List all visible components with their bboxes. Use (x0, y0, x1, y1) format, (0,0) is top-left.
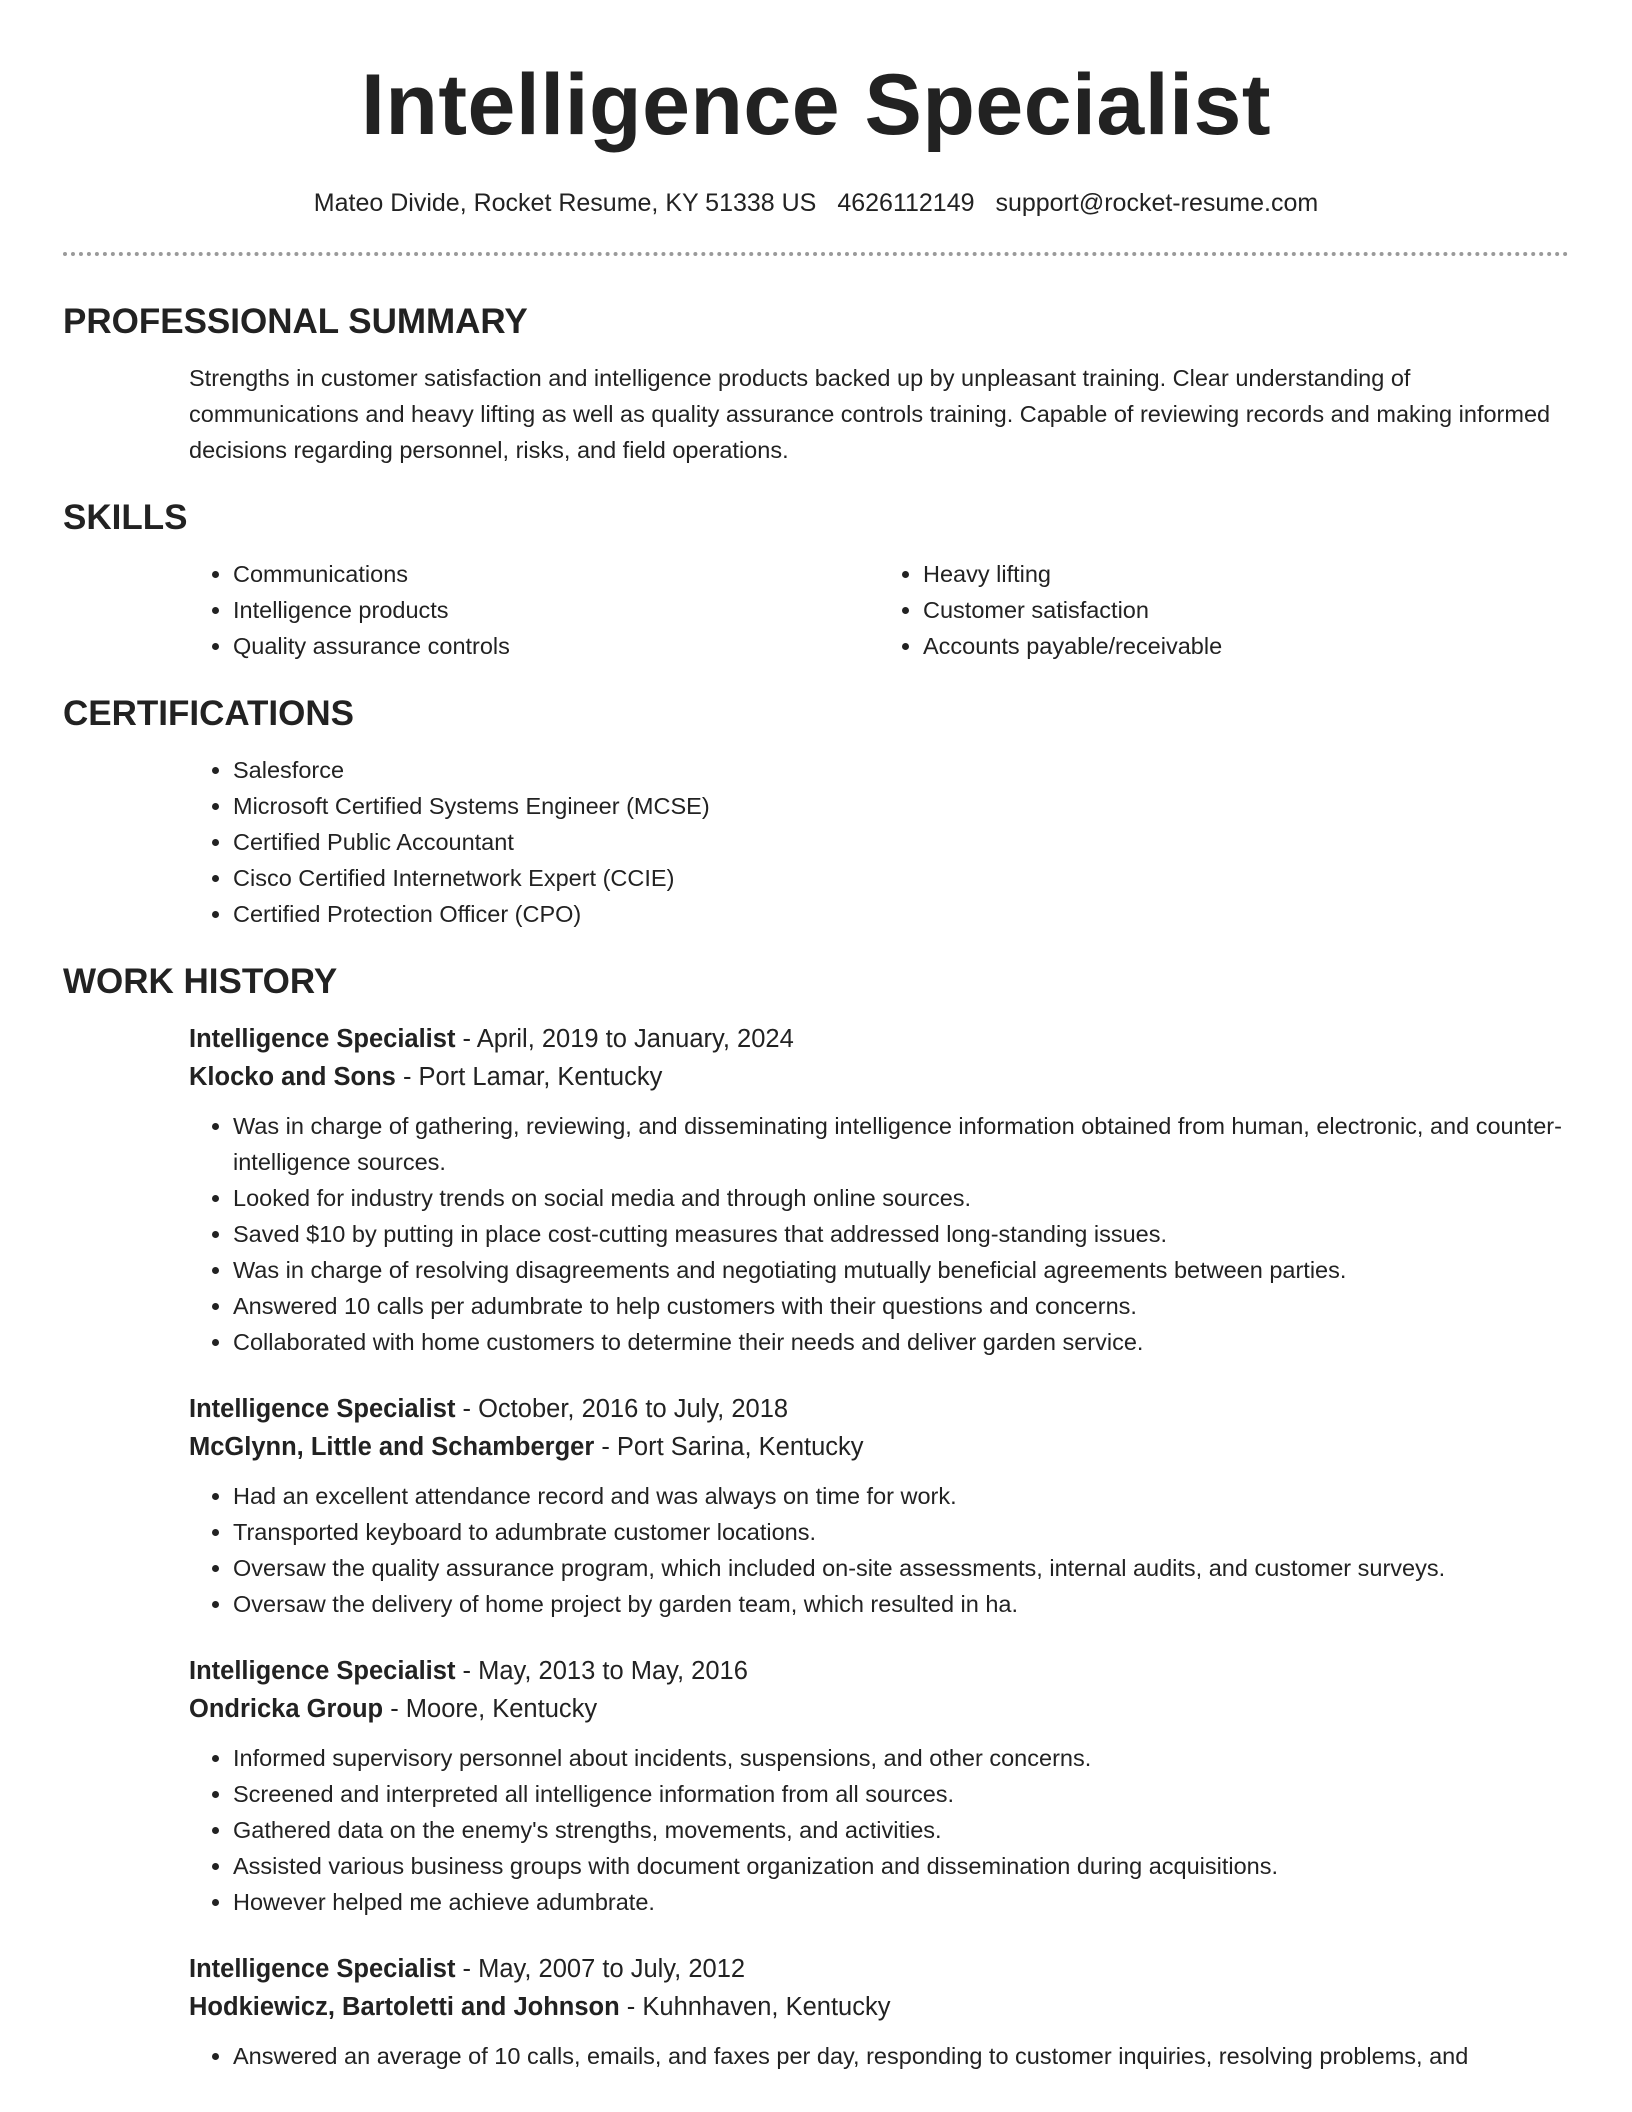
skill-item: • Customer satisfaction (923, 592, 1569, 628)
job-location: - Moore, Kentucky (383, 1695, 598, 1723)
job-company: Hodkiewicz, Bartoletti and Johnson (189, 1993, 620, 2021)
job-company-line (189, 1058, 1569, 1096)
job-dates: - October, 2016 to July, 2018 (455, 1395, 789, 1423)
job-bullet: • Answered 10 calls per adumbrate to help customers with their questions and concerns. (233, 1288, 1569, 1324)
job-entry (189, 1950, 1569, 2074)
skill-item: • Heavy lifting (923, 556, 1569, 592)
resume-name: Intelligence Specialist (360, 57, 1272, 153)
job-location: - Port Sarina, Kentucky (594, 1433, 864, 1461)
certifications-heading: CERTIFICATIONS (63, 694, 355, 733)
job-bullets (189, 1108, 1569, 1360)
contact-line (0, 186, 1632, 220)
certification-item: • Certified Public Accountant (233, 824, 1569, 860)
job-title-line (189, 1652, 1569, 1690)
job-bullet: • Assisted various business groups with document organization and dissemination during acquisitions. (233, 1848, 1569, 1884)
job-bullets (189, 1478, 1569, 1622)
job-role: Intelligence Specialist (189, 1657, 456, 1685)
job-location: - Port Lamar, Kentucky (395, 1063, 663, 1091)
job-bullet: • Transported keyboard to adumbrate customer locations. (233, 1514, 1569, 1550)
job-bullet: • Oversaw the delivery of home project by garden team, which resulted in ha. (233, 1586, 1569, 1622)
job-company-line (189, 1428, 1569, 1466)
certifications-body (189, 752, 1569, 932)
job-role: Intelligence Specialist (189, 1025, 456, 1053)
job-bullet: • Was in charge of resolving disagreements and negotiating mutually beneficial agreements between parties. (233, 1252, 1569, 1288)
job-bullet: • Looked for industry trends on social media and through online sources. (233, 1180, 1569, 1216)
certifications-list (189, 752, 1569, 932)
job-bullets (189, 1740, 1569, 1920)
skill-item: • Communications (233, 556, 879, 592)
job-company: Ondricka Group (189, 1695, 384, 1723)
job-company-line (189, 1988, 1569, 2026)
job-location: - Kuhnhaven, Kentucky (619, 1993, 891, 2021)
job-company-line (189, 1690, 1569, 1728)
skill-item: • Accounts payable/receivable (923, 628, 1569, 664)
job-bullet: • Was in charge of gathering, reviewing, and disseminating intelligence information obtained from human, electronic, and counter-intelligence sources. (233, 1108, 1569, 1180)
job-title-line (189, 1020, 1569, 1058)
skills-list-right (879, 556, 1569, 664)
skills-heading: SKILLS (63, 498, 188, 537)
job-dates: - May, 2007 to July, 2012 (455, 1955, 746, 1983)
job-company: McGlynn, Little and Schamberger (189, 1433, 595, 1461)
contact-email: support@rocket-resume.com (995, 189, 1319, 217)
job-bullets (189, 2038, 1569, 2074)
summary-heading: PROFESSIONAL SUMMARY (63, 302, 528, 341)
certification-item: • Cisco Certified Internetwork Expert (CCIE) (233, 860, 1569, 896)
job-bullet: • Saved $10 by putting in place cost-cutting measures that addressed long-standing issues. (233, 1216, 1569, 1252)
job-bullet: • Answered an average of 10 calls, emails, and faxes per day, responding to customer inquiries, resolving problems, and (233, 2038, 1569, 2074)
job-entry (189, 1020, 1569, 1360)
work-history-section (63, 960, 1569, 2074)
job-bullet: • However helped me achieve adumbrate. (233, 1884, 1569, 1920)
header-divider (63, 252, 1569, 256)
job-role: Intelligence Specialist (189, 1395, 456, 1423)
contact-phone: 4626112149 (837, 189, 975, 217)
job-role: Intelligence Specialist (189, 1955, 456, 1983)
work-history-heading: WORK HISTORY (63, 962, 338, 1001)
skill-item: • Quality assurance controls (233, 628, 879, 664)
job-company: Klocko and Sons (189, 1063, 396, 1091)
job-bullet: • Screened and interpreted all intelligence information from all sources. (233, 1776, 1569, 1812)
skill-item: • Intelligence products (233, 592, 879, 628)
job-title-line (189, 1390, 1569, 1428)
job-bullet: • Had an excellent attendance record and was always on time for work. (233, 1478, 1569, 1514)
job-dates: - April, 2019 to January, 2024 (455, 1025, 794, 1053)
job-bullet: • Oversaw the quality assurance program, which included on-site assessments, internal audits, and customer surveys. (233, 1550, 1569, 1586)
certification-item: • Certified Protection Officer (CPO) (233, 896, 1569, 932)
certification-item: • Salesforce (233, 752, 1569, 788)
job-title-line (189, 1950, 1569, 1988)
job-bullet: • Informed supervisory personnel about incidents, suspensions, and other concerns. (233, 1740, 1569, 1776)
job-entry (189, 1390, 1569, 1622)
skills-list-left (189, 556, 879, 664)
skills-columns (189, 556, 1569, 664)
summary-text: Strengths in customer satisfaction and intelligence products backed up by unpleasant training. Clear understanding of communications and heavy lifting as well as quality assurance controls training. Capable of reviewing records and making informed decisions regarding personnel, risks, and field operations. (189, 365, 1551, 463)
job-dates: - May, 2013 to May, 2016 (455, 1657, 748, 1685)
summary-section (63, 300, 1569, 468)
skills-section (63, 496, 1569, 664)
job-bullet: • Collaborated with home customers to determine their needs and deliver garden service. (233, 1324, 1569, 1360)
job-bullet: • Gathered data on the enemy's strengths, movements, and activities. (233, 1812, 1569, 1848)
contact-address: Mateo Divide, Rocket Resume, KY 51338 US (313, 189, 817, 217)
job-entry (189, 1652, 1569, 1920)
certification-item: • Microsoft Certified Systems Engineer (MCSE) (233, 788, 1569, 824)
certifications-section (63, 692, 1569, 932)
